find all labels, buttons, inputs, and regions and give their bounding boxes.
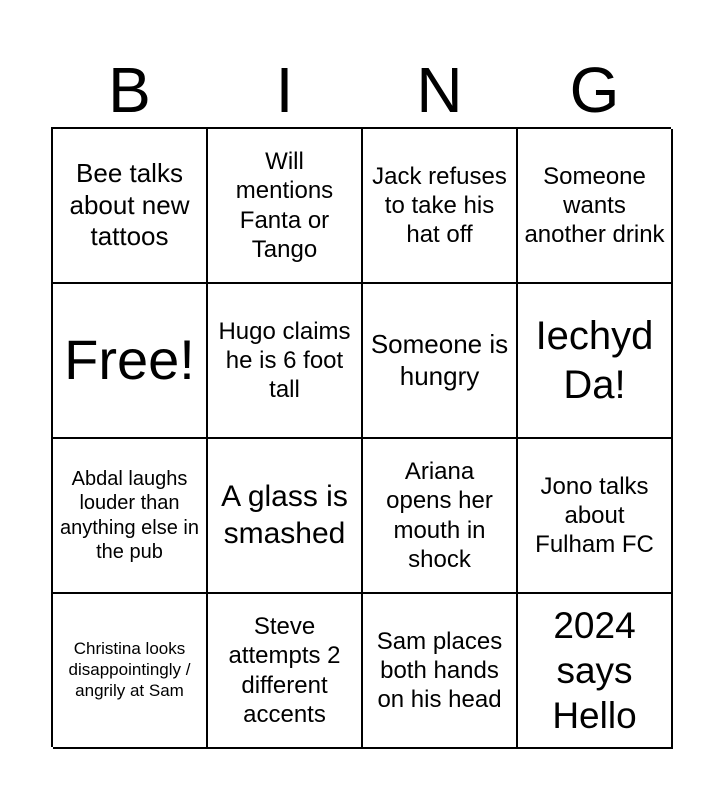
bingo-cell[interactable] bbox=[208, 284, 363, 439]
cell-text: Someone wants another drink bbox=[524, 162, 665, 249]
bingo-cell[interactable] bbox=[518, 284, 673, 439]
header-letter-b: B bbox=[108, 54, 151, 126]
bingo-grid bbox=[51, 127, 671, 747]
cell-text: Hugo claims he is 6 foot tall bbox=[218, 317, 351, 404]
free-cell[interactable] bbox=[53, 284, 208, 439]
cell-text: Iechyd Da! bbox=[535, 313, 654, 407]
header-letter-i: I bbox=[275, 54, 294, 126]
bingo-cell[interactable] bbox=[208, 594, 363, 749]
bingo-cell[interactable] bbox=[363, 129, 518, 284]
cell-text: Sam places both hands on his head bbox=[376, 627, 503, 714]
header-letter-n: N bbox=[416, 54, 463, 126]
bingo-cell[interactable] bbox=[208, 129, 363, 284]
bingo-cell[interactable] bbox=[53, 594, 208, 749]
cell-text: Jack refuses to take his hat off bbox=[372, 162, 507, 249]
bingo-cell[interactable] bbox=[518, 594, 673, 749]
bingo-cell[interactable] bbox=[518, 439, 673, 594]
cell-text: Ariana opens her mouth in shock bbox=[386, 457, 493, 573]
header-letter-g: G bbox=[569, 54, 620, 126]
bingo-header bbox=[52, 52, 672, 128]
bingo-cell[interactable] bbox=[53, 439, 208, 594]
cell-text: Bee talks about new tattoos bbox=[69, 157, 190, 252]
bingo-cell[interactable] bbox=[518, 129, 673, 284]
bingo-cell[interactable] bbox=[53, 129, 208, 284]
bingo-cell[interactable] bbox=[363, 284, 518, 439]
bingo-cell[interactable] bbox=[363, 594, 518, 749]
cell-text: Someone is hungry bbox=[370, 328, 509, 391]
cell-text: Will mentions Fanta or Tango bbox=[235, 147, 334, 263]
bingo-cell[interactable] bbox=[363, 439, 518, 594]
cell-text: Abdal laughs louder than anything else in the pub bbox=[60, 467, 199, 563]
cell-text: A glass is smashed bbox=[221, 479, 348, 550]
cell-text: Jono talks about Fulham FC bbox=[535, 472, 654, 559]
bingo-cell[interactable] bbox=[208, 439, 363, 594]
cell-text: Christina looks disappointingly / angrily at Sam bbox=[68, 639, 191, 700]
cell-text: 2024 says Hello bbox=[552, 604, 637, 737]
cell-text: Steve attempts 2 different accents bbox=[228, 612, 341, 728]
cell-text: Free! bbox=[64, 328, 195, 392]
